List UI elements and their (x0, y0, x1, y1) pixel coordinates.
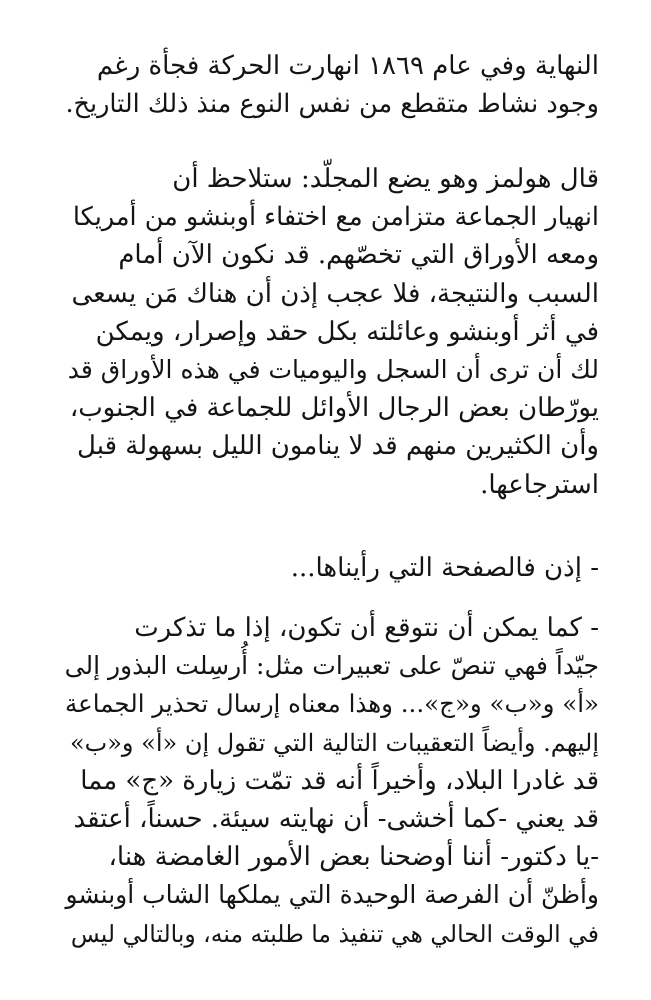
text-line: - إذن فالصفحة التي رأيناها... (290, 553, 599, 583)
text-line: وجود نشاط متقطع من نفس النوع منذ ذلك التاريخ. (65, 89, 599, 120)
text-line: السبب والنتيجة، فلا عجب إذن أن هناك مَن يسعى (71, 278, 599, 309)
text-line: لك أن ترى أن السجل واليوميات في هذه الأوراق قد (67, 355, 599, 385)
paragraph-dialogue-question (65, 549, 599, 587)
paragraph-movement-collapse (65, 47, 599, 123)
text-line: وأن الكثيرين منهم قد لا ينامون الليل بسهولة قبل (77, 431, 599, 462)
text-line: يورّطان بعض الرجال الأوائل للجماعة في الجنوب، (69, 393, 599, 424)
text-line: النهاية وفي عام ١٨٦٩ انهارت الحركة فجأة رغم (96, 51, 599, 81)
paragraph-dialogue-answer (65, 609, 599, 953)
text-line: في الوقت الحالي هي تنفيذ ما طلبته منه، وبالتالي ليس (70, 919, 599, 948)
text-line: وأظنّ أن الفرصة الوحيدة التي يملكها الشاب أوبنشو (65, 880, 599, 910)
paragraph-holmes-remarks (65, 160, 599, 504)
text-line: ومعه الأوراق التي تخصّهم. قد نكون الآن أمام (118, 240, 599, 271)
text-line: في أثر أوبنشو وعائلته بكل حقد وإصرار، ويمكن (95, 316, 599, 347)
text-line: «أ» و«ب» و«ج»... وهذا معناه إرسال تحذير الجماعة (65, 689, 599, 719)
text-line: جيّداً فهي تنصّ على تعبيرات مثل: أُرسِلت البذور إلى (64, 651, 599, 681)
text-line: قد يعني -كما أخشى- أن نهايته سيئة. حسناً، أعتقد (73, 804, 599, 835)
text-line: -يا دكتور- أننا أوضحنا بعض الأمور الغامضة هنا، (108, 842, 599, 873)
text-line: استرجاعها. (480, 469, 599, 500)
text-line: إليهم. وأيضاً التعقيبات التالية التي تقول إن «أ» و«ب» (69, 728, 599, 757)
text-line: قد غادرا البلاد، وأخيراً أنه قد تمّت زيارة «ج» مما (80, 765, 599, 796)
text-line: انهيار الجماعة متزامن مع اختفاء أوبنشو من أمريكا (72, 202, 599, 233)
text-line: - كما يمكن أن نتوقع أن تكون، إذا ما تذكرت (134, 613, 599, 643)
text-line: قال هولمز وهو يضع المجلّد: ستلاحظ أن (172, 164, 599, 194)
